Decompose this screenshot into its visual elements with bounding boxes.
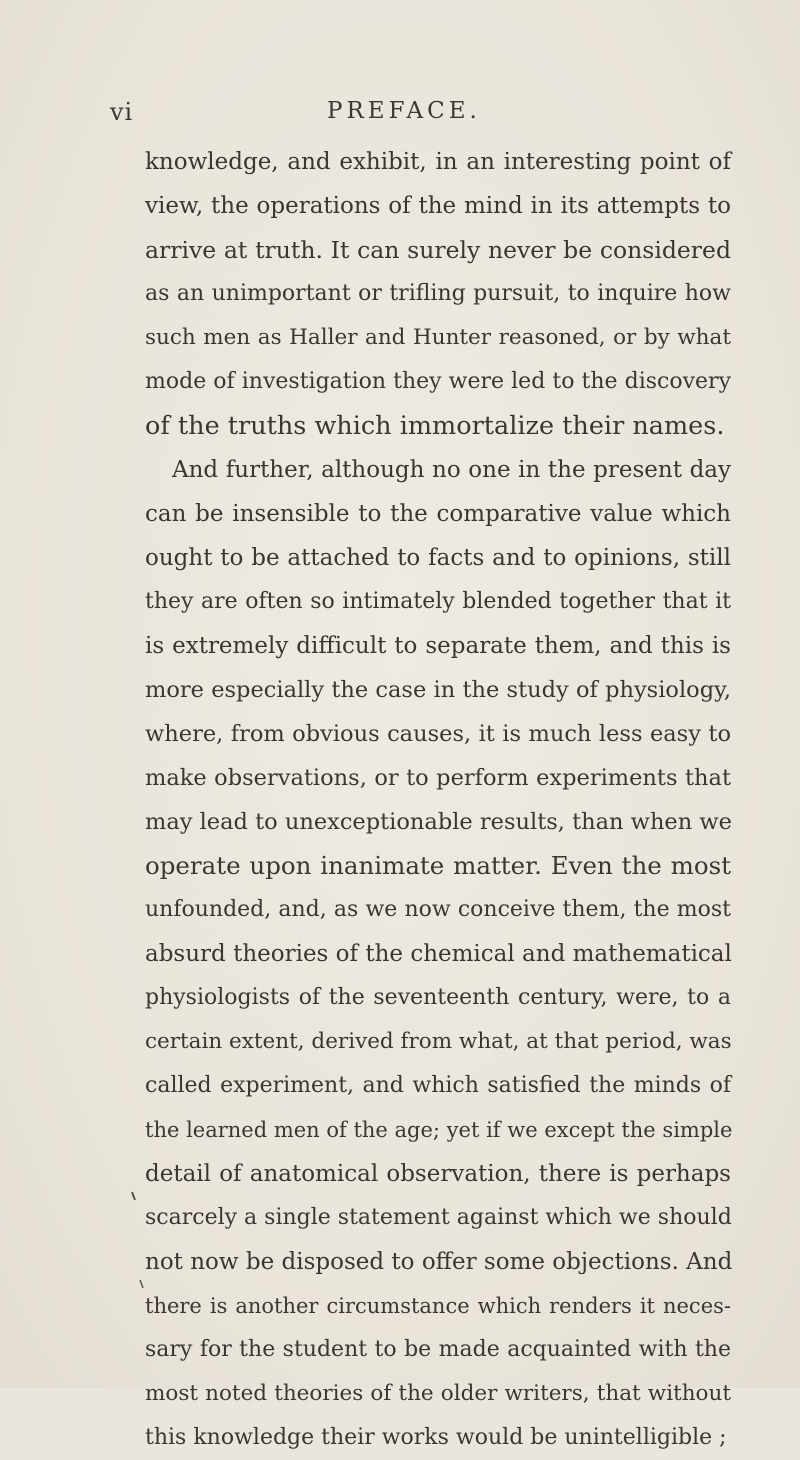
margin-tick [140,1280,143,1288]
text-line: they are often so intimately blended together that it [145,589,731,614]
text-line: can be insensible to the comparative value which [145,501,731,527]
text-line: not now be disposed to offer some objections. And [145,1249,733,1275]
text-line: unfounded, and, as we now conceive them, the most [145,897,731,922]
text-line: And further, although no one in the present day [172,457,731,483]
text-line: arrive at truth. It can surely never be considered [145,236,731,264]
text-line: more especially the case in the study of physiology, [145,677,731,703]
text-line: as an unimportant or trifling pursuit, to inquire how [145,281,731,306]
text-line: scarcely a single statement against which we should [145,1205,732,1230]
text-line: absurd theories of the chemical and mathematical [145,941,732,967]
text-line: such men as Haller and Hunter reasoned, or by what [145,325,731,350]
running-head: PREFACE. [327,98,481,124]
text-line: physiologists of the seventeenth century, were, to a [145,985,731,1010]
page-header [0,98,800,138]
text-line: is extremely difficult to separate them, and this is [145,633,731,659]
page-number: vi [110,98,134,126]
text-line: of the truths which immortalize their names. [145,411,725,441]
text-line: the learned men of the age; yet if we except the simple [145,1118,733,1142]
margin-tick [132,1192,135,1200]
text-line: make observations, or to perform experiments that [145,765,731,791]
text-line: where, from obvious causes, it is much less easy to [145,721,731,747]
text-line: most noted theories of the older writers, that without [145,1381,731,1406]
text-line: certain extent, derived from what, at that period, was [145,1029,732,1054]
text-line: view, the operations of the mind in its attempts to [145,193,731,219]
text-line: called experiment, and which satisfied the minds of [145,1073,731,1098]
text-line: operate upon inanimate matter. Even the most [145,851,731,880]
text-line: there is another circumstance which renders it neces- [145,1294,731,1318]
text-line: knowledge, and exhibit, in an interesting point of [145,149,731,175]
text-line: may lead to unexceptionable results, than when we [145,809,732,835]
text-line: mode of investigation they were led to the discovery [145,369,731,394]
text-line: sary for the student to be made acquainted with the [145,1337,731,1362]
text-line: ought to be attached to facts and to opinions, still [145,545,731,571]
text-line: detail of anatomical observation, there is perhaps [145,1161,731,1187]
text-line: this knowledge their works would be unintelligible ; [145,1425,727,1450]
